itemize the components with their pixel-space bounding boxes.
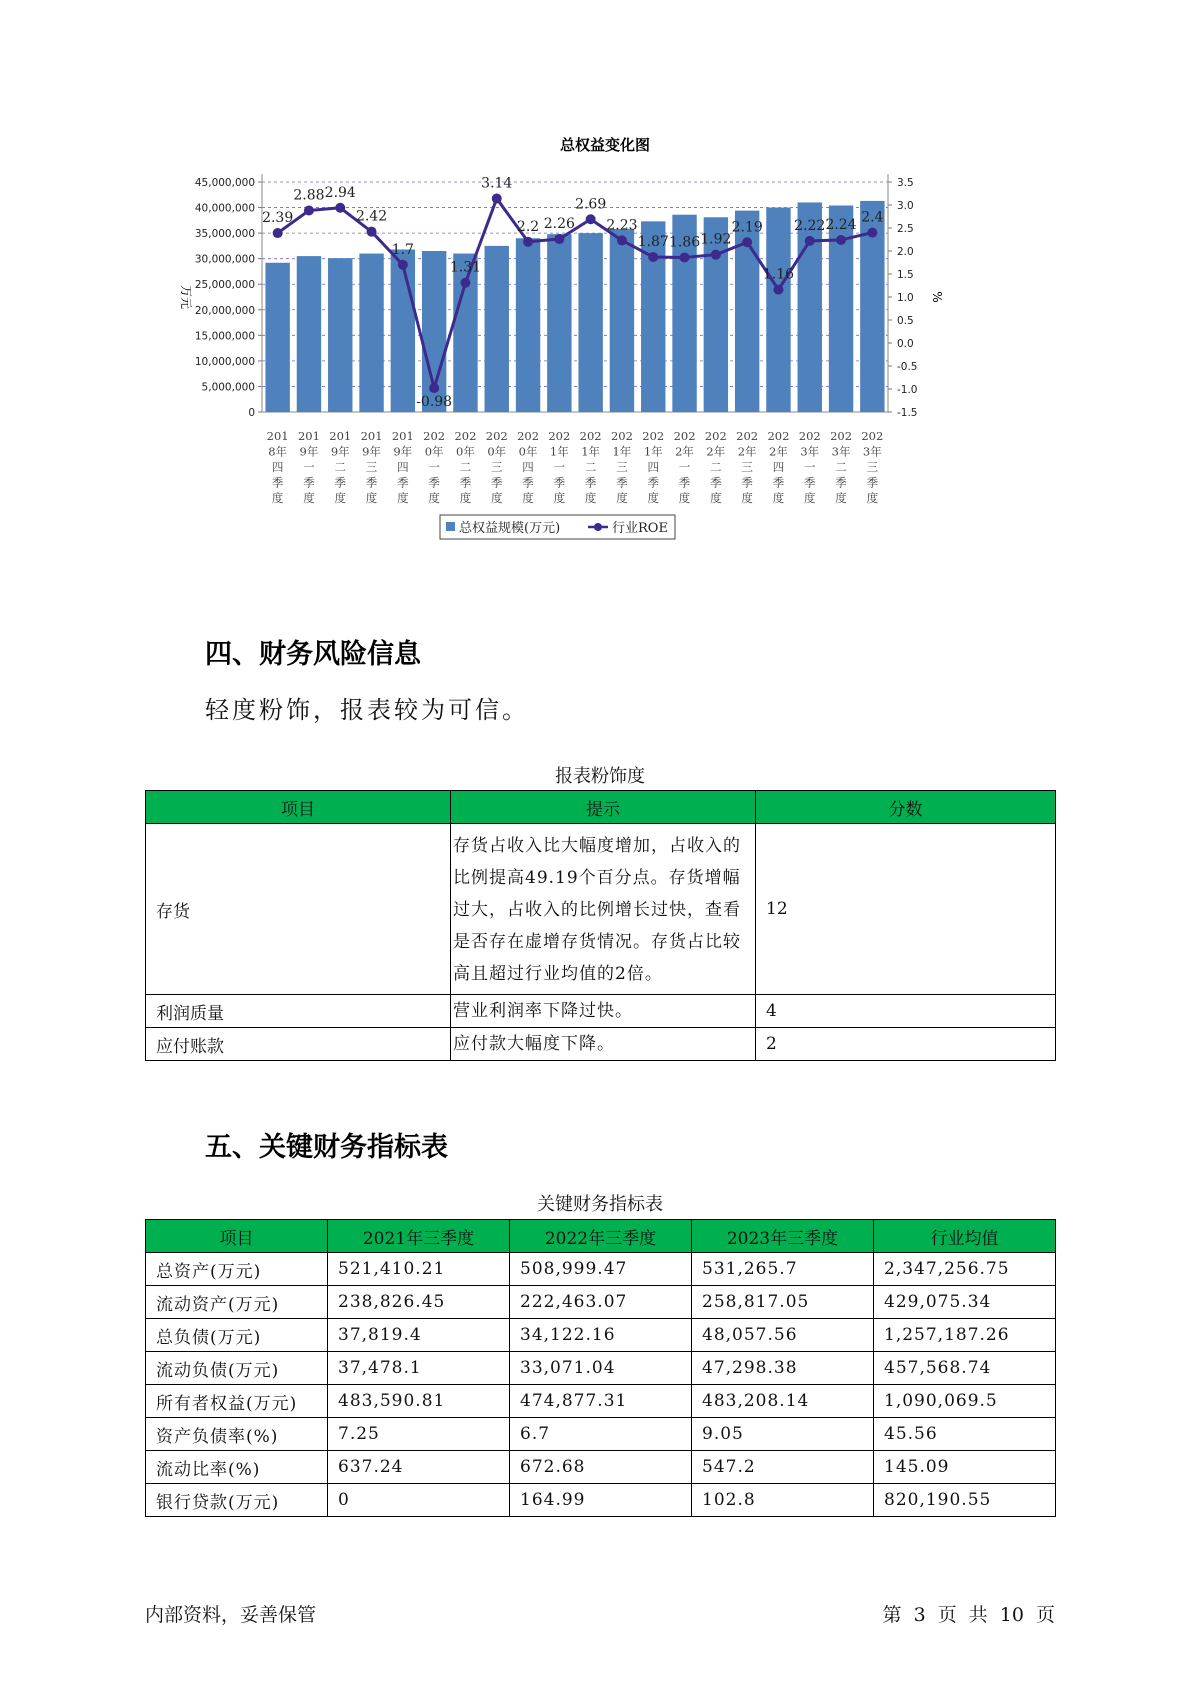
- metrics-table-header: [146, 1220, 1056, 1253]
- risk-score: 4: [756, 995, 1056, 1028]
- point-roe: [273, 228, 283, 238]
- value-industry-avg: 820,190.55: [874, 1484, 1056, 1517]
- data-label-roe: 1.16: [762, 266, 795, 283]
- bar-equity: [391, 249, 415, 412]
- data-label-roe: 2.69: [575, 196, 607, 213]
- point-roe: [335, 203, 345, 213]
- x-tick-label: 季: [772, 475, 785, 490]
- left-tick-label: 35,000,000: [194, 228, 255, 241]
- point-roe: [492, 194, 502, 204]
- x-tick-label: 3年: [862, 444, 882, 459]
- left-axis-label: 万元: [179, 284, 193, 310]
- x-tick-label: 9年: [330, 444, 350, 459]
- right-tick-label: -1.0: [897, 384, 918, 396]
- data-label-roe: 2.24: [825, 216, 857, 233]
- x-tick-label: 二: [459, 460, 472, 474]
- x-tick-label: 二: [334, 460, 346, 474]
- x-tick-label: 季: [553, 475, 566, 490]
- left-tick-label: 15,000,000: [194, 330, 255, 343]
- left-tick-label: 20,000,000: [194, 304, 255, 317]
- table-row: [146, 1484, 1056, 1517]
- risk-item: 应付账款: [146, 1028, 451, 1061]
- legend-label-roe: 行业ROE: [612, 521, 668, 536]
- bar-equity: [265, 263, 289, 412]
- x-tick-label: 度: [334, 491, 346, 505]
- left-tick-label: 45,000,000: [194, 177, 255, 189]
- data-label-roe: 2.22: [794, 217, 826, 234]
- x-tick-label: 201: [297, 429, 320, 443]
- metrics-table: [145, 1219, 1056, 1517]
- x-tick-label: 0年: [518, 444, 538, 459]
- data-label-roe: 1.86: [668, 234, 701, 251]
- x-tick-label: 一: [553, 460, 566, 474]
- left-tick-label: 25,000,000: [194, 279, 255, 292]
- x-tick-label: 度: [647, 491, 659, 505]
- point-roe: [617, 235, 627, 245]
- x-tick-label: 四: [522, 460, 534, 474]
- right-tick-label: 3.5: [897, 177, 914, 189]
- x-tick-label: 度: [491, 491, 503, 505]
- value-2021q3: 521,410.21: [328, 1253, 510, 1286]
- metrics-table-caption: 关键财务指标表: [537, 1194, 663, 1215]
- value-2022q3: 164.99: [510, 1484, 692, 1517]
- value-2021q3: 637.24: [328, 1451, 510, 1484]
- point-roe: [773, 285, 783, 295]
- data-label-roe: 2.19: [731, 219, 763, 236]
- data-label-roe: -0.98: [416, 394, 453, 411]
- header-item: 项目: [146, 791, 451, 824]
- x-tick-label: 季: [804, 475, 816, 490]
- x-tick-label: 度: [866, 491, 879, 505]
- x-tick-label: 季: [459, 475, 472, 490]
- bar-equity: [485, 246, 509, 412]
- header-2021q3: 2021年三季度: [328, 1220, 510, 1253]
- data-label-roe: 2.94: [324, 184, 356, 201]
- risk-item: 利润质量: [146, 995, 451, 1028]
- x-tick-label: 一: [303, 460, 315, 474]
- metric-name: 所有者权益(万元): [146, 1385, 328, 1418]
- x-tick-label: 度: [804, 491, 816, 505]
- data-label-roe: 2.2: [516, 218, 540, 235]
- x-tick-label: 1年: [612, 444, 632, 459]
- x-tick-label: 2年: [769, 444, 788, 459]
- x-tick-label: 季: [616, 475, 628, 490]
- right-tick-label: -0.5: [897, 361, 918, 373]
- table-row: [146, 1352, 1056, 1385]
- x-tick-label: 202: [767, 429, 790, 443]
- bar-equity: [766, 208, 790, 412]
- value-industry-avg: 457,568.74: [874, 1352, 1056, 1385]
- x-tick-label: 季: [428, 475, 440, 490]
- x-tick-label: 三: [616, 460, 628, 474]
- x-tick-label: 2年: [737, 444, 757, 459]
- bar-equity: [359, 254, 383, 412]
- table-row: [146, 1028, 1056, 1061]
- left-tick-label: 5,000,000: [201, 381, 255, 394]
- x-tick-label: 季: [365, 475, 378, 490]
- right-tick-label: -1.5: [897, 407, 918, 419]
- point-roe: [398, 260, 408, 270]
- value-industry-avg: 1,257,187.26: [874, 1319, 1056, 1352]
- x-tick-label: 二: [584, 460, 597, 474]
- bar-equity: [547, 234, 571, 412]
- x-tick-label: 度: [678, 491, 691, 505]
- bar-equity: [453, 254, 477, 412]
- value-2023q3: 9.05: [692, 1418, 874, 1451]
- x-tick-label: 季: [271, 475, 284, 490]
- x-tick-label: 三: [741, 460, 753, 474]
- x-tick-label: 202: [830, 429, 853, 443]
- section4-heading: 四、财务风险信息: [205, 639, 421, 670]
- x-tick-label: 201: [391, 429, 414, 443]
- data-label-roe: 2.42: [355, 208, 388, 225]
- data-label-roe: 2.88: [293, 187, 325, 204]
- data-label-roe: 1.87: [637, 233, 669, 250]
- risk-score: 2: [756, 1028, 1056, 1061]
- bar-equity: [297, 256, 321, 412]
- risk-hint: 存货占收入比大幅度增加，占收入的比例提高49.19个百分点。存货增幅过大，占收入的比例增长过快，查看是否存在虚增存货情况。存货占比较高且超过行业均值的2倍。: [451, 824, 756, 995]
- table-row: [146, 1451, 1056, 1484]
- value-2022q3: 6.7: [510, 1418, 692, 1451]
- legend-swatch-equity: [446, 522, 455, 531]
- x-tick-label: 9年: [362, 444, 381, 459]
- bar-equity: [578, 233, 602, 412]
- x-tick-label: 季: [334, 475, 346, 490]
- x-tick-label: 202: [798, 429, 821, 443]
- header-item: 项目: [146, 1220, 328, 1253]
- x-tick-label: 季: [647, 475, 659, 490]
- x-tick-label: 一: [678, 460, 691, 474]
- x-tick-label: 三: [866, 460, 879, 474]
- point-roe: [586, 214, 596, 224]
- risk-hint: 营业利润率下降过快。: [451, 995, 756, 1028]
- x-tick-label: 季: [866, 475, 879, 490]
- table-row: [146, 1418, 1056, 1451]
- value-industry-avg: 2,347,256.75: [874, 1253, 1056, 1286]
- value-2023q3: 547.2: [692, 1451, 874, 1484]
- equity-chart: [150, 130, 1050, 600]
- metric-name: 流动比率(%): [146, 1451, 328, 1484]
- value-2022q3: 508,999.47: [510, 1253, 692, 1286]
- x-tick-label: 度: [584, 491, 597, 505]
- header-score: 分数: [756, 791, 1056, 824]
- data-label-roe: 1.92: [700, 231, 732, 248]
- right-tick-label: 1.5: [897, 269, 914, 281]
- right-tick-label: 0.5: [897, 315, 914, 327]
- value-2023q3: 258,817.05: [692, 1286, 874, 1319]
- bar-equity: [328, 258, 352, 412]
- value-industry-avg: 429,075.34: [874, 1286, 1056, 1319]
- header-2022q3: 2022年三季度: [510, 1220, 692, 1253]
- section5-heading: 五、关键财务指标表: [205, 1132, 448, 1163]
- value-2023q3: 531,265.7: [692, 1253, 874, 1286]
- table-row: [146, 1253, 1056, 1286]
- x-tick-label: 202: [861, 429, 884, 443]
- x-tick-label: 四: [397, 460, 409, 474]
- value-industry-avg: 145.09: [874, 1451, 1056, 1484]
- x-tick-label: 三: [491, 460, 503, 474]
- header-industry-avg: 行业均值: [874, 1220, 1056, 1253]
- point-roe: [742, 237, 752, 247]
- value-2023q3: 483,208.14: [692, 1385, 874, 1418]
- value-2021q3: 37,478.1: [328, 1352, 510, 1385]
- value-2023q3: 48,057.56: [692, 1319, 874, 1352]
- right-tick-label: 2.0: [897, 246, 914, 258]
- footer-page-number: 第 3 页 共 10 页: [882, 1604, 1055, 1626]
- data-label-roe: 2.4: [861, 209, 884, 226]
- point-roe: [711, 250, 721, 260]
- table-row: [146, 1319, 1056, 1352]
- value-2022q3: 672.68: [510, 1451, 692, 1484]
- data-label-roe: 2.26: [543, 216, 575, 233]
- x-tick-label: 一: [428, 460, 440, 474]
- x-tick-label: 202: [610, 429, 633, 443]
- x-tick-label: 1年: [643, 444, 663, 459]
- value-2022q3: 33,071.04: [510, 1352, 692, 1385]
- value-2022q3: 222,463.07: [510, 1286, 692, 1319]
- x-tick-label: 一: [804, 460, 816, 474]
- x-tick-label: 3年: [831, 444, 851, 459]
- x-tick-label: 201: [329, 429, 352, 443]
- x-tick-label: 度: [522, 491, 534, 505]
- bar-equity: [516, 238, 540, 412]
- x-tick-label: 三: [365, 460, 378, 474]
- point-roe: [554, 234, 564, 244]
- x-tick-label: 2年: [675, 444, 694, 459]
- x-tick-label: 202: [579, 429, 602, 443]
- x-tick-label: 202: [642, 429, 665, 443]
- x-tick-label: 度: [271, 491, 284, 505]
- x-tick-label: 1年: [549, 444, 569, 459]
- data-label-roe: 2.23: [606, 217, 638, 234]
- x-tick-label: 度: [459, 491, 472, 505]
- point-roe: [680, 252, 690, 262]
- value-2021q3: 238,826.45: [328, 1286, 510, 1319]
- chart-title: 总权益变化图: [559, 136, 651, 154]
- x-tick-label: 度: [616, 491, 628, 505]
- right-tick-label: 3.0: [897, 200, 914, 212]
- x-tick-label: 202: [423, 429, 446, 443]
- value-2021q3: 37,819.4: [328, 1319, 510, 1352]
- right-tick-label: 2.5: [897, 223, 914, 235]
- x-tick-label: 度: [772, 491, 785, 505]
- table-row: [146, 995, 1056, 1028]
- x-tick-label: 四: [772, 460, 785, 474]
- table-row: [146, 824, 1056, 995]
- x-tick-label: 季: [835, 475, 847, 490]
- x-tick-label: 季: [678, 475, 691, 490]
- x-tick-label: 0年: [424, 444, 444, 459]
- x-tick-label: 季: [522, 475, 534, 490]
- risk-table-caption: 报表粉饰度: [555, 766, 645, 787]
- left-tick-label: 40,000,000: [194, 202, 255, 215]
- left-tick-label: 30,000,000: [194, 253, 255, 266]
- point-roe: [523, 237, 533, 247]
- risk-summary: 轻度粉饰，报表较为可信。: [205, 696, 529, 724]
- value-2022q3: 474,877.31: [510, 1385, 692, 1418]
- x-tick-label: 度: [365, 491, 378, 505]
- point-roe: [648, 252, 658, 262]
- x-tick-label: 季: [741, 475, 753, 490]
- metric-name: 银行贷款(万元): [146, 1484, 328, 1517]
- x-tick-label: 202: [673, 429, 696, 443]
- risk-table-header: [146, 791, 1056, 824]
- point-roe: [805, 236, 815, 246]
- point-roe: [867, 228, 877, 238]
- metric-name: 流动资产(万元): [146, 1286, 328, 1319]
- point-roe: [429, 383, 439, 393]
- point-roe: [367, 227, 377, 237]
- metric-name: 总资产(万元): [146, 1253, 328, 1286]
- left-tick-label: 10,000,000: [194, 355, 255, 368]
- x-tick-label: 2年: [706, 444, 726, 459]
- x-tick-label: 3年: [800, 444, 820, 459]
- x-tick-label: 季: [303, 475, 315, 490]
- left-tick-label: 0: [248, 407, 255, 419]
- table-row: [146, 1385, 1056, 1418]
- legend-label-equity: 总权益规模(万元): [459, 521, 561, 536]
- x-tick-label: 0年: [487, 444, 507, 459]
- x-tick-label: 0年: [456, 444, 475, 459]
- x-tick-label: 四: [271, 460, 284, 474]
- value-2022q3: 34,122.16: [510, 1319, 692, 1352]
- value-2021q3: 483,590.81: [328, 1385, 510, 1418]
- value-industry-avg: 45.56: [874, 1418, 1056, 1451]
- x-tick-label: 202: [548, 429, 571, 443]
- x-tick-label: 202: [736, 429, 759, 443]
- point-roe: [460, 278, 470, 288]
- x-tick-label: 度: [835, 491, 847, 505]
- bar-equity: [610, 229, 634, 412]
- table-row: [146, 1286, 1056, 1319]
- x-tick-label: 四: [647, 460, 659, 474]
- right-tick-label: 1.0: [897, 292, 914, 304]
- x-tick-label: 二: [835, 460, 847, 474]
- x-tick-label: 8年: [268, 444, 288, 459]
- data-label-roe: 1.31: [449, 259, 482, 276]
- x-tick-label: 1年: [581, 444, 601, 459]
- value-2021q3: 7.25: [328, 1418, 510, 1451]
- x-tick-label: 度: [428, 491, 440, 505]
- x-tick-label: 季: [397, 475, 409, 490]
- x-tick-label: 二: [710, 460, 722, 474]
- risk-item: 存货: [146, 824, 451, 995]
- header-2023q3: 2023年三季度: [692, 1220, 874, 1253]
- metric-name: 总负债(万元): [146, 1319, 328, 1352]
- x-tick-label: 度: [553, 491, 566, 505]
- legend-marker-roe: [594, 523, 602, 531]
- x-tick-label: 201: [360, 429, 383, 443]
- metric-name: 流动负债(万元): [146, 1352, 328, 1385]
- data-label-roe: 3.14: [481, 175, 513, 192]
- risk-table: [145, 790, 1056, 1061]
- x-tick-label: 202: [517, 429, 540, 443]
- x-tick-label: 9年: [299, 444, 319, 459]
- x-tick-label: 季: [710, 475, 722, 490]
- x-tick-label: 202: [454, 429, 477, 443]
- risk-hint: 应付款大幅度下降。: [451, 1028, 756, 1061]
- value-2023q3: 47,298.38: [692, 1352, 874, 1385]
- value-industry-avg: 1,090,069.5: [874, 1385, 1056, 1418]
- data-label-roe: 2.39: [262, 210, 294, 227]
- value-2021q3: 0: [328, 1484, 510, 1517]
- data-label-roe: 1.7: [391, 241, 414, 258]
- x-tick-label: 201: [266, 429, 289, 443]
- x-tick-label: 202: [704, 429, 727, 443]
- x-tick-label: 202: [485, 429, 508, 443]
- right-axis-label: %: [930, 291, 944, 303]
- x-tick-label: 季: [491, 475, 503, 490]
- value-2023q3: 102.8: [692, 1484, 874, 1517]
- x-tick-label: 9年: [393, 444, 413, 459]
- x-tick-label: 度: [710, 491, 722, 505]
- x-tick-label: 度: [303, 491, 315, 505]
- point-roe: [836, 235, 846, 245]
- point-roe: [304, 206, 314, 216]
- risk-score: 12: [756, 824, 1056, 995]
- x-tick-label: 度: [397, 491, 409, 505]
- header-hint: 提示: [451, 791, 756, 824]
- metric-name: 资产负债率(%): [146, 1418, 328, 1451]
- x-tick-label: 度: [741, 491, 753, 505]
- x-tick-label: 季: [584, 475, 597, 490]
- footer-confidential: 内部资料，妥善保管: [145, 1604, 317, 1626]
- right-tick-label: 0.0: [897, 338, 914, 350]
